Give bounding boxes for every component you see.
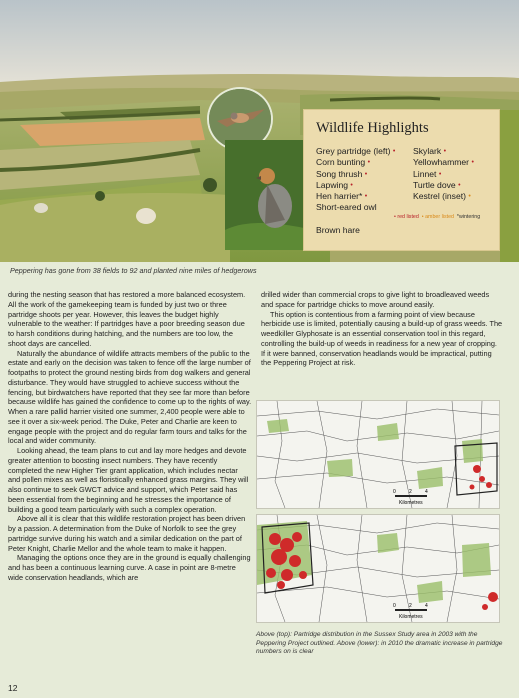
grey-partridge-photo [225, 140, 304, 250]
wildlife-item: Yellowhammer • [413, 157, 474, 168]
svg-text:4: 4 [425, 489, 428, 495]
wildlife-list [316, 146, 496, 214]
wildlife-item: Hen harrier* • [316, 191, 368, 202]
wildlife-item: Kestrel (inset) • [413, 191, 471, 202]
svg-text:0: 0 [393, 489, 396, 495]
svg-text:2: 2 [409, 603, 412, 609]
wildlife-item: Linnet • [413, 168, 442, 179]
wildlife-item: Corn bunting • [316, 157, 371, 168]
page-number: 12 [8, 683, 18, 693]
paragraph: Naturally the abundance of wildlife attracts members of the public to the estate and early on the decision was taken to fence off the large number of footpaths to protect the ground nesting birds from dog walkers and general disturbance. They would have struggled to achieve success without the fencing, but birdwatchers have reported that they see far more than before because wildlife has gained the confidence to come up to the rights of way. When a rare pallid harrier visited one summer, 2,400 people were able to see it over a six-week period. The Duke, Peter and Charlie are keen to engage people with the project and do regular farm tours and talks for the local and wider community. [8, 348, 252, 446]
paragraph: drilled wider than commercial crops to give light to broadleaved weeds and space for partridge chicks to move around easily. [261, 290, 490, 309]
paragraph: Managing the options once they are in the ground is equally challenging and has been a continuous learning curve. A case in point are 8-metre wide conservation headlands, which are [8, 553, 251, 582]
wildlife-item: Skylark • [413, 146, 447, 156]
brown-hare-label: Brown hare [316, 225, 360, 235]
article-column-left [8, 290, 252, 583]
wildlife-item: Lapwing • [316, 179, 353, 190]
partridge-map-2010 [256, 514, 500, 623]
wildlife-item: Grey partridge (left) • [316, 146, 396, 156]
wildlife-item: Short-eared owl [316, 202, 377, 213]
wildlife-highlights-box [304, 110, 499, 250]
article-column-right [261, 290, 503, 368]
wildlife-highlights-title: Wildlife Highlights [316, 120, 429, 136]
map-illustration-2010 [257, 515, 499, 622]
paragraph: Looking ahead, the team plans to cut and lay more hedges and devote greater attention to boosting insect numbers. They have recently completed the new Higher Tier grant application, which includes nectar and pollen mixes as well as floristically enhanced grass margins. They will also continue to seek GWCT advice and support, which Peter said has been essential from the beginning and he stresses the importance of building a good team particularly with such a complex operation. [8, 446, 249, 514]
paragraph: Above all it is clear that this wildlife restoration project has been driven by a passion. A determination from the Duke of Norfolk to see the grey partridge survive during his watch and a similar dedication on the part of Peter Knight, Charlie Mellor and the whole team to make it happen. [8, 514, 246, 553]
paragraph: This option is contentious from a farming point of view because herbicide use is limited, potentially causing a build-up of grass weeds. The weedkiller Glyphosate is an essential conservation tool in this regard, controlling the build-up of weeds in readiness for a new year of cropping. If it were banned, conservation headlands would be impractical, putting the Peppering Project at risk. [261, 309, 503, 368]
svg-text:2: 2 [409, 489, 412, 495]
wildlife-item: Song thrush • [316, 168, 368, 179]
wildlife-legend: • red listed • amber listed *wintering [394, 214, 481, 220]
svg-text:0: 0 [393, 603, 396, 609]
map-caption: Above (top): Partridge distribution in the Sussex Study area in 2003 with the Peppering Project outlined. Above (lower): in 2010 the dramatic increase in partridge numbers on is clear [256, 631, 503, 656]
svg-text:4: 4 [425, 603, 428, 609]
map-illustration-2003 [257, 401, 499, 508]
svg-text:Kilometres: Kilometres [399, 500, 423, 506]
paragraph: during the nesting season that has restored a more balanced ecosystem. All the work of the gamekeeping team is funded by just two or three partridge shoots per year. However, this leaves the budget highly vulnerable to the weather: If partridges have a poor breeding season due to harsh conditions during hatching, and the numbers are too low, the shoot days are cancelled. [8, 290, 246, 348]
partridge-map-2003 [256, 400, 500, 509]
wildlife-item: Turtle dove • [413, 179, 461, 190]
photo-caption: Peppering has gone from 38 fields to 92 and planted nine miles of hedgerows [10, 266, 257, 275]
svg-text:Kilometres: Kilometres [399, 614, 423, 620]
